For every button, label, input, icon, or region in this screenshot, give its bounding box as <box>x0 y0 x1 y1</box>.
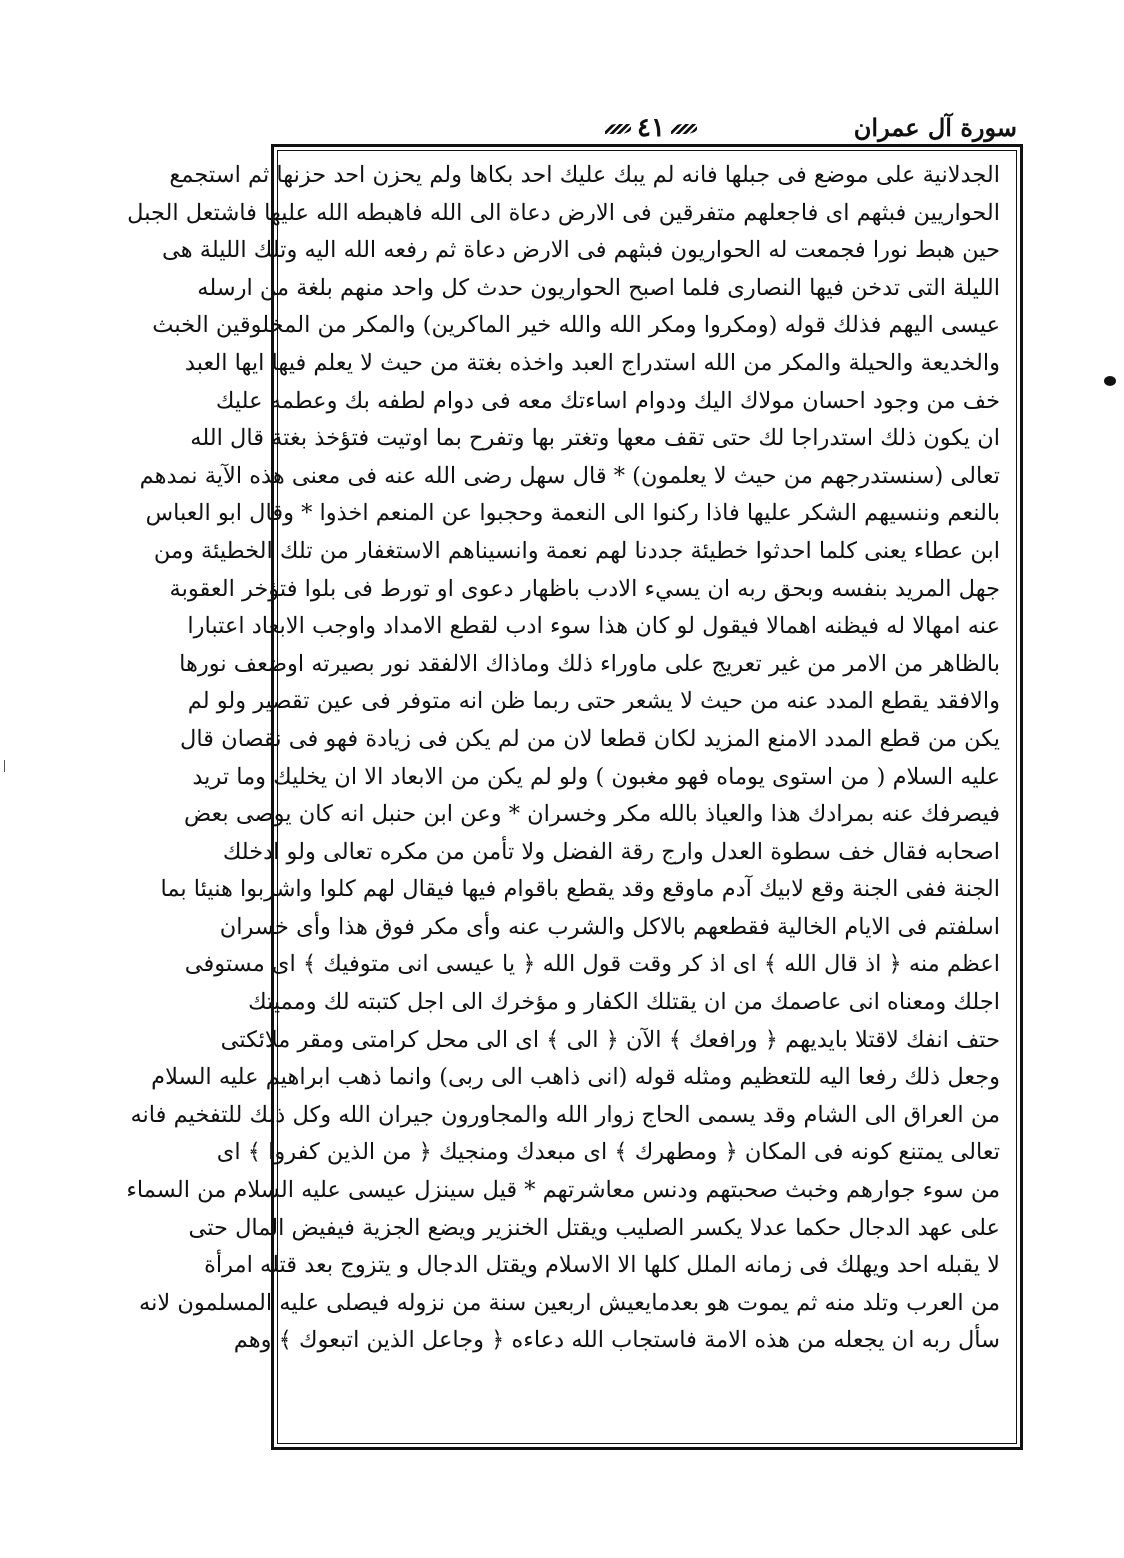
text-body <box>126 150 1017 1444</box>
text-line: يكن من قطع المدد الامنع المزيد لكان قطعا لان من لم يكن فى زيادة فهو فى نقصان قال <box>179 725 1000 752</box>
text-line: من سوء جوارهم وخبث صحبتهم ودنس معاشرتهم * قيل سينزل عيسى عليه السلام من السماء <box>126 1177 1000 1204</box>
text-frame <box>126 144 1023 1450</box>
page-header <box>275 112 1027 144</box>
text-line: من العراق الى الشام وقد يسمى الحاج زوار الله والمجاورون جيران الله وكل ذلك للتفخيم فانه <box>130 1101 1000 1128</box>
text-line: تعالى (سنستدرجهم من حيث لا يعلمون) * قال سهل رضى الله عنه فى معنى هذه الآية نمدهم <box>139 462 1000 489</box>
text-line: فيصرفك عنه بمرادك هذا والعياذ بالله مكر وخسران * وعن ابن حنبل انه كان يوصى بعض <box>183 801 1000 828</box>
text-line: والخديعة والحيلة والمكر من الله استدراج العبد واخذه بغتة من حيث لا يعلم فيها ايها العبد <box>184 349 1000 376</box>
text-line: تعالى يمتنع كونه فى المكان ﴿ ومطهرك ﴾ اى مبعدك ومنجيك ﴿ من الذين كفروا ﴾ اى <box>216 1139 1000 1166</box>
text-line: عيسى اليهم فذلك قوله (ومكروا ومكر الله والله خير الماكرين) والمكر من المخلوقين الخبث <box>152 312 1000 339</box>
text-line: عنه امهالا له فيظنه اهمالا فيقول لو كان هذا سوء ادب لقطع الامداد واوجب الابعاد اعتبارا <box>187 613 1000 640</box>
text-line: اصحابه فقال خف سطوة العدل وارج رقة الفضل ولا تأمن من مكره تعالى ولو ادخلك <box>222 838 1000 865</box>
page-number-group <box>599 112 703 144</box>
page-number: ٤١ <box>637 113 665 143</box>
text-line: اعظم منه ﴿ اذ قال الله ﴾ اى اذ كر وقت قول الله ﴿ يا عيسى انى متوفيك ﴾ اى مستوفى <box>184 951 1000 978</box>
ornament-right-icon <box>605 124 631 134</box>
text-line: عليه السلام ( من استوى يوماه فهو مغبون ) ولو لم يكن من الابعاد الا ان يخليك وما تريد <box>192 763 1000 790</box>
text-line: حين هبط نورا فجمعت له الحواريون فبثهم فى الارض دعاة ثم رفعه الله اليه وتلك الليلة هى <box>161 237 1000 264</box>
text-line: اجلك ومعناه انى عاصمك من ان يقتلك الكفار و مؤخرك الى اجل كتبته لك ومميتك <box>248 989 1000 1016</box>
text-line: الحواريين فبثهم اى فاجعلهم متفرقين فى الارض دعاة الى الله فاهبطه الله عليها فاشتعل الجبل <box>127 199 1000 226</box>
margin-ink-dot <box>1104 376 1116 386</box>
text-line: الجنة ففى الجنة وقع لابيك آدم ماوقع وقد يقطع باقوام فيها فيقال لهم كلوا واشربوا هنيئا بما <box>160 876 1000 903</box>
text-line: جهل المريد بنفسه وبحق ربه ان يسيء الادب باظهار دعوى او تورط فى بلوا فتؤخر العقوبة <box>169 575 1000 602</box>
text-line: الليلة التى تدخن فيها النصارى فلما اصبح الحواريون حدث كل واحد منهم بلغة من ارسله <box>197 274 1000 301</box>
margin-stray-mark <box>4 760 8 772</box>
text-line: من العرب وتلد منه ثم يموت هو بعدمايعيش اربعين سنة من نزوله فيصلى عليه المسلمون لانه <box>139 1289 1000 1316</box>
text-line: حتف انفك لاقتلا بايديهم ﴿ ورافعك ﴾ الآن ﴿ الى ﴾ اى الى محل كرامتى ومقر ملائكتى <box>220 1026 1000 1053</box>
text-line: اسلفتم فى الايام الخالية فقطعهم بالاكل والشرب عنه وأى مكر فوق هذا وأى خسران <box>219 913 1000 940</box>
text-line: ان يكون ذلك استدراجا لك حتى تقف معها وتغتر بها وتفرح بما اوتيت فتؤخذ بغتة قال الله <box>190 425 1000 452</box>
text-line: الجدلانية على موضع فى جبلها فانه لم يبك عليك احد بكاها ولم يحزن احد حزنها ثم استجمع <box>169 162 1000 188</box>
text-line: لا يقبله احد ويهلك فى زمانه الملل كلها الا الاسلام ويقتل الدجال و يتزوج بعد قتله امرأة <box>204 1252 1000 1279</box>
text-line: والافقد يقطع المدد عنه من حيث لا يشعر حتى ربما ظن انه متوفر فى عين تقصير ولو لم <box>187 688 1000 715</box>
text-line: بالنعم وننسيهم الشكر عليها فاذا ركنوا الى النعمة وحجبوا عن المنعم اخذوا * وقال ابو العباس <box>145 500 1000 527</box>
text-line: خف من وجود احسان مولاك اليك ودوام اساءتك معه فى دوام لطفه بك وعطمه عليك <box>215 387 1000 414</box>
surah-title: سورة آل عمران <box>853 113 1017 142</box>
ornament-left-icon <box>671 124 697 134</box>
text-line: على عهد الدجال حكما عدلا يكسر الصليب ويقتل الخنزير ويضع الجزية فيفيض المال حتى <box>188 1214 1000 1241</box>
text-line: ابن عطاء يعنى كلما احدثوا خطيئة جددنا لهم نعمة وانسيناهم الاستغفار من تلك الخطيئة ومن <box>153 537 1000 564</box>
text-line: سأل ربه ان يجعله من هذه الامة فاستجاب الله دعاءه ﴿ وجاعل الذين اتبعوك ﴾ وهم <box>233 1327 1000 1354</box>
text-line: وجعل ذلك رفعا اليه للتعظيم ومثله قوله (انى ذاهب الى ربى) وانما ذهب ابراهيم عليه السلام <box>151 1064 1000 1091</box>
text-line: بالظاهر من الامر من غير تعريج على ماوراء ذلك وماذاك الالفقد نور بصيرته اوضعف نورها <box>179 650 1000 677</box>
